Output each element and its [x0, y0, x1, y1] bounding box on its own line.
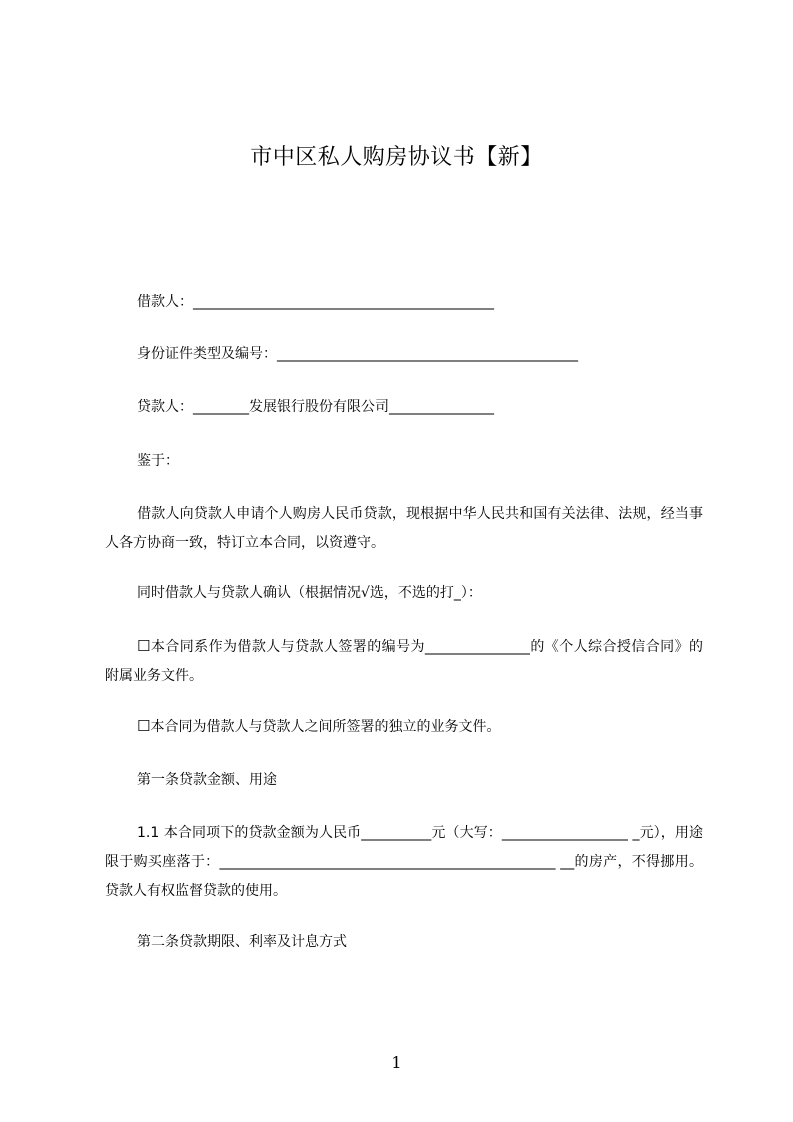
- preamble-paragraph: [105, 500, 703, 558]
- lender-line: 贷款人：________发展银行股份有限公司_______________: [137, 399, 494, 415]
- article-1-heading: 第一条贷款金额、用途: [137, 772, 277, 788]
- option-2-line: [137, 716, 500, 737]
- confirm-line: 同时借款人与贷款人确认（根据情况√选，不选的打_）：: [137, 585, 482, 601]
- clause-1-1-text: 1.1 本合同项下的贷款金额为人民币__________元（大写：__________________ _元），用途限于购买座落于：________________________________________________ __的房产，不得挪用。贷款人有权监督贷款的使用。: [105, 825, 703, 899]
- preamble-text: 借款人向贷款人申请个人购房人民币贷款，现根据中华人民共和国有关法律、法规，经当事人各方协商一致，特订立本合同，以资遵守。: [105, 506, 703, 551]
- page-number: 1: [391, 1053, 402, 1072]
- option-1-text: 本合同系作为借款人与贷款人签署的编号为_______________的《个人综合授信合同》的附属业务文件。: [105, 639, 703, 684]
- id-line: 身份证件类型及编号：___________________________________________: [137, 346, 578, 362]
- article-2-heading: 第二条贷款期限、利率及计息方式: [137, 934, 347, 950]
- option-2-checkbox[interactable]: ☐: [137, 717, 151, 735]
- document-title: 市中区私人购房协议书【新】: [250, 145, 543, 170]
- borrower-line: 借款人：___________________________________________: [137, 294, 494, 310]
- option-2-text: 本合同为借款人与贷款人之间所签署的独立的业务文件。: [150, 719, 501, 735]
- option-1-paragraph: [105, 632, 703, 691]
- clause-1-1-paragraph: [105, 819, 703, 906]
- whereas-line: 鉴于：: [137, 453, 179, 469]
- option-1-checkbox[interactable]: ☐: [137, 637, 151, 655]
